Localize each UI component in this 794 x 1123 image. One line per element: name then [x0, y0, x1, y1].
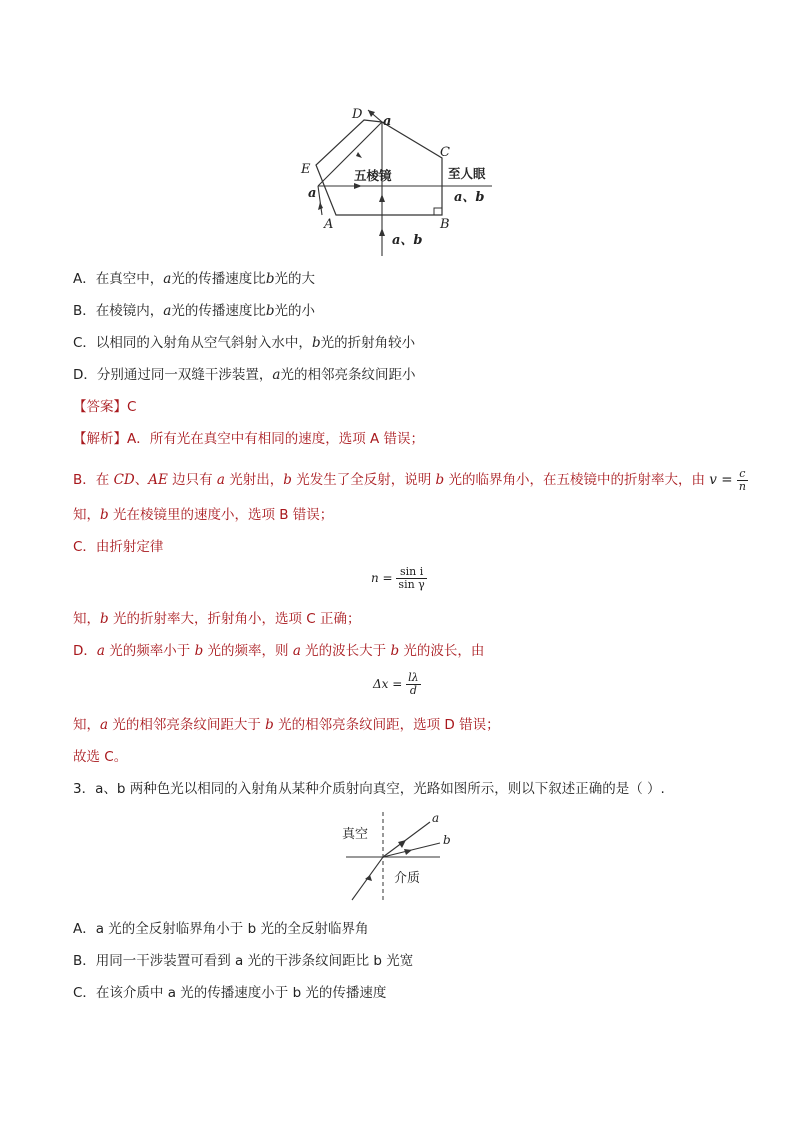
var: b	[265, 303, 275, 319]
opt-text: C．以相同的入射角从空气斜射入水中，	[73, 335, 312, 351]
q2-option-D	[73, 366, 415, 384]
q3-option-C	[73, 984, 386, 1002]
label-a-top: a	[383, 114, 392, 129]
opt-text: 光的大	[274, 271, 315, 287]
label-to-eye: 至人眼	[448, 166, 486, 181]
opt-text: 光的传播速度比	[171, 303, 266, 319]
var: b	[265, 271, 275, 287]
var: a	[100, 717, 109, 733]
label-B: B	[440, 217, 450, 232]
frac-num: sin i	[396, 566, 426, 579]
text: 边只有	[167, 472, 217, 488]
q2-option-B	[73, 302, 315, 320]
q2-option-A	[73, 270, 315, 288]
ray-arrow-diag	[356, 152, 362, 158]
analysis-D-line	[73, 642, 484, 660]
q3-option-A	[73, 920, 368, 938]
var: b	[283, 472, 292, 488]
var: b	[265, 717, 274, 733]
label-A: A	[324, 217, 334, 232]
q3-option-B	[73, 952, 413, 970]
text: 光的频率小于	[104, 643, 195, 659]
analysis-conclusion	[73, 748, 127, 766]
ray-a-arrow	[398, 840, 406, 848]
opt-text: A．在真空中，	[73, 271, 164, 287]
label-medium: 介质	[394, 871, 421, 886]
a-ray-left-arrow	[318, 202, 323, 210]
label-D: D	[352, 107, 363, 122]
frac-den: n	[738, 480, 746, 493]
text: 故选 C。	[73, 749, 128, 765]
text: B．在	[73, 472, 114, 488]
label-ray-a: a	[432, 811, 440, 825]
label-ray-b: b	[443, 833, 451, 847]
formula-snell	[371, 566, 427, 591]
text: =	[716, 472, 737, 488]
q2-option-C	[73, 334, 415, 352]
option-text: B．用同一干涉装置可看到 a 光的干涉条纹间距比 b 光宽	[73, 953, 414, 969]
formula-lhs: n =	[371, 571, 397, 585]
answer-line	[73, 398, 136, 416]
ray-arrow-bottom	[379, 228, 385, 236]
var: b	[194, 643, 204, 659]
opt-text: 光的小	[274, 303, 315, 319]
text: 光的频率，则	[203, 643, 293, 659]
v-formula	[709, 467, 748, 493]
text: 光在棱镜里的速度小，选项 B 错误；	[108, 507, 334, 523]
text: 光的相邻亮条纹间距大于	[108, 717, 266, 733]
var: AE	[148, 472, 168, 488]
ray-arrow-mid	[379, 194, 385, 202]
var: CD	[113, 472, 135, 488]
var: a	[272, 367, 281, 383]
formula-frac	[406, 672, 421, 697]
analysis-C-line2	[73, 610, 360, 628]
var: b	[311, 335, 321, 351]
text: 光发生了全反射，说明	[291, 472, 436, 488]
var: a	[292, 643, 301, 659]
right-angle-marker	[434, 208, 442, 215]
var: b	[390, 643, 400, 659]
answer-value: C	[127, 399, 137, 415]
text: 光射出，	[224, 472, 284, 488]
text: 光的波长，由	[399, 643, 485, 659]
a-ray-left	[318, 186, 322, 215]
analysis-text: A．所有光在真空中有相同的速度，选项 A 错误；	[127, 431, 425, 447]
a-ray-top-arrow	[368, 110, 375, 117]
opt-text: 光的传播速度比	[171, 271, 266, 287]
ray-b-arrow	[404, 849, 412, 855]
text: 光的临界角小，在五棱镜中的折射率大，由	[444, 472, 710, 488]
label-vacuum: 真空	[342, 827, 369, 842]
label-ab-right: a、b	[454, 190, 485, 205]
frac-den: d	[409, 684, 417, 697]
analysis-D-line2	[73, 716, 500, 734]
analysis-C-head	[73, 538, 163, 556]
option-text: C．在该介质中 a 光的传播速度小于 b 光的传播速度	[73, 985, 387, 1001]
text: C．由折射定律	[73, 539, 164, 555]
formula-lhs: Δx =	[373, 677, 407, 691]
opt-text: 光的折射角较小	[320, 335, 416, 351]
text: 知，	[73, 611, 100, 627]
label-C: C	[440, 145, 450, 160]
text: 知，	[73, 507, 100, 523]
text: 光的波长大于	[300, 643, 391, 659]
var: a	[216, 472, 225, 488]
analysis-label: 【解析】	[73, 431, 127, 447]
option-text: A．a 光的全反射临界角小于 b 光的全反射临界角	[73, 921, 369, 937]
text: 知，	[73, 717, 100, 733]
frac-num: lλ	[408, 671, 419, 684]
label-E: E	[301, 162, 311, 177]
exit-ray-arrow	[354, 183, 362, 189]
frac-num: c	[737, 468, 748, 481]
answer-label: 【答案】	[73, 399, 127, 415]
text: 光的相邻亮条纹间距，选项 D 错误；	[273, 717, 500, 733]
var: b	[100, 507, 109, 523]
formula-frac	[396, 566, 426, 591]
formula-fringe	[373, 672, 421, 697]
analysis-B-line2	[73, 506, 333, 524]
opt-text: D．分别通过同一双缝干涉装置，	[73, 367, 273, 383]
refraction-figure	[340, 810, 460, 905]
label-a-left: a	[308, 186, 317, 201]
text: 、	[134, 472, 149, 488]
analysis-A-line	[73, 430, 424, 448]
var: a	[163, 271, 172, 287]
q3-stem-text: 3．a、b 两种色光以相同的入射角从某种介质射向真空，光路如图所示，则以下叙述正确的是（ ）.	[73, 781, 665, 797]
pentaprism-figure	[296, 100, 496, 260]
var: a	[163, 303, 172, 319]
text: 光的折射率大，折射角小，选项 C 正确；	[108, 611, 361, 627]
var: b	[435, 472, 445, 488]
var: v	[709, 472, 717, 488]
var: a	[96, 643, 105, 659]
analysis-B-line	[73, 468, 748, 493]
q3-stem	[73, 780, 665, 798]
c-over-n	[737, 468, 748, 493]
opt-text: B．在棱镜内，	[73, 303, 164, 319]
text: D．	[73, 643, 97, 659]
label-prism: 五棱镜	[354, 168, 392, 183]
opt-text: 光的相邻亮条纹间距小	[280, 367, 416, 383]
frac-den: sin γ	[398, 578, 425, 591]
label-ab-bottom: a、b	[392, 233, 423, 248]
var: b	[100, 611, 109, 627]
